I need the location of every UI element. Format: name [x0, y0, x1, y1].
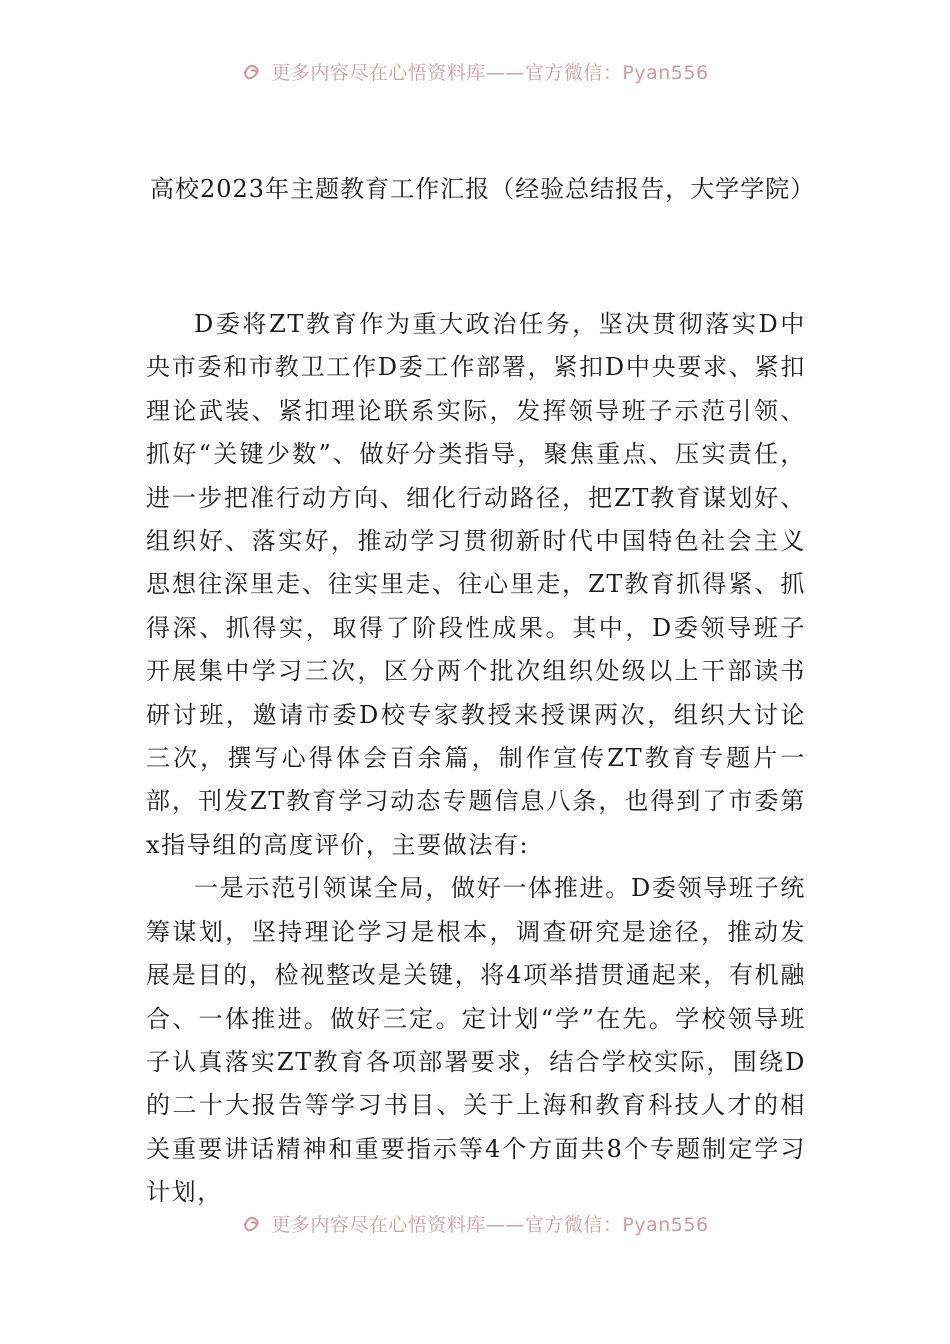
document-body [146, 303, 806, 1215]
footer-watermark [0, 1208, 950, 1238]
watermark-text: 更多内容尽在心悟资料库——官方微信：Pyan556 [271, 61, 709, 84]
document-title: 高校2023年主题教育工作汇报（经验总结报告，大学学院） [150, 175, 816, 203]
paragraph: 一是示范引领谋全局，做好一体推进。D委领导班子统筹谋划，坚持理论学习是根本，调查研究是途径，推动发展是目的，检视整改是关键，将4项举措贯通起来，有机融合、一体推进。做好三定。定计划“学”在先。学校领导班子认真落实ZT教育各项部署要求，结合学校实际，围绕D的二十大报告等学习书目、关于上海和教育科技人才的相关重要讲话精神和重要指示等4个方面共8个专题制定学习计划， [146, 874, 806, 1207]
watermark-logo-icon [241, 59, 265, 83]
paragraph: D委将ZT教育作为重大政治任务，坚决贯彻落实D中央市委和市教卫工作D委工作部署，紧扣D中央要求、紧扣理论武装、紧扣理论联系实际，发挥领导班子示范引领、抓好“关键少数”、做好分类指导，聚焦重点、压实责任，进一步把准行动方向、细化行动路径，把ZT教育谋划好、组织好、落实好，推动学习贯彻新时代中国特色社会主义思想往深里走、往实里走、往心里走，ZT教育抓得紧、抓得深、抓得实，取得了阶段性成果。其中，D委领导班子开展集中学习三次，区分两个批次组织处级以上干部读书研讨班，邀请市委D校专家教授来授课两次，组织大讨论三次，撰写心得体会百余篇，制作宣传ZT教育专题片一部，刊发ZT教育学习动态专题信息八条，也得到了市委第x指导组的高度评价，主要做法有: [146, 310, 806, 859]
watermark-text: 更多内容尽在心悟资料库——官方微信：Pyan556 [271, 1213, 709, 1236]
header-watermark [0, 56, 950, 86]
watermark-logo-icon [241, 1211, 265, 1235]
